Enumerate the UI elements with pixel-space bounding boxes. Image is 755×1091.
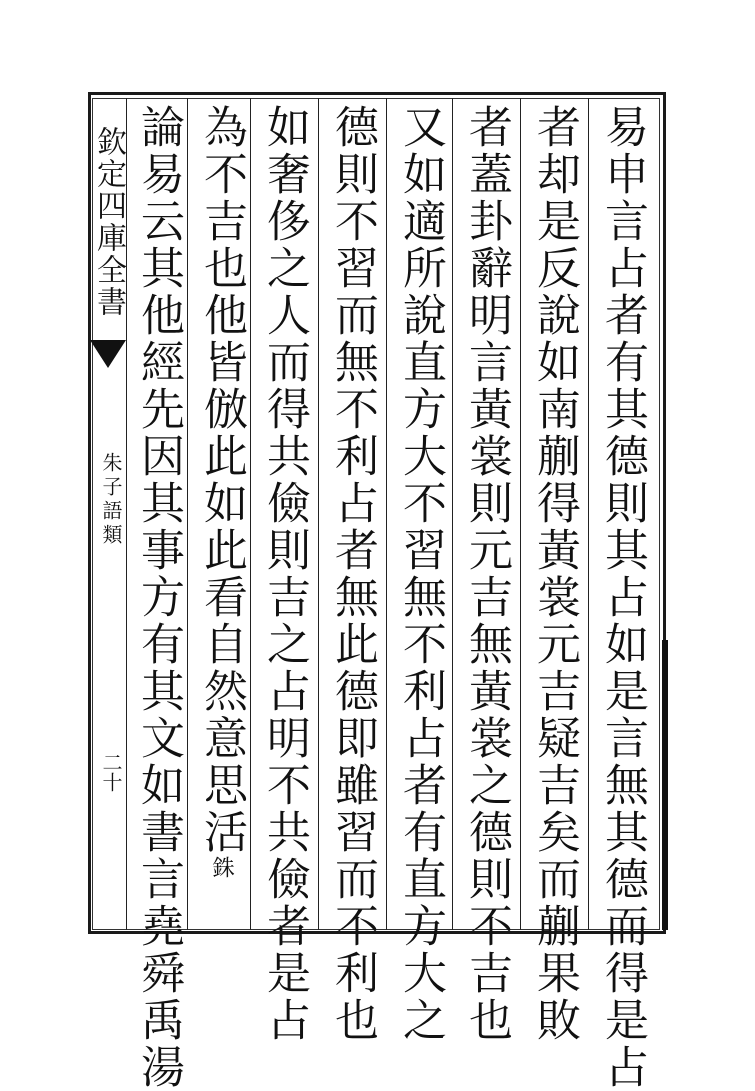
fish-tail-mark	[90, 340, 126, 368]
attribution-note: 銖	[209, 856, 234, 878]
column-rule	[250, 98, 251, 930]
column-rule	[588, 98, 589, 930]
text-column-6: 如奢侈之人而得共儉則吉之占明不共儉者是占	[259, 104, 310, 1044]
text-column-4: 又如適所說直方大不習無不利占者有直方大之	[395, 104, 446, 1044]
page-edge-shadow	[662, 640, 668, 930]
text-column-8: 論易云其他經先因其事方有其文如書言堯舜禹湯	[133, 104, 184, 1091]
text-column-7	[195, 104, 247, 878]
text-column-5: 德則不習而無不利占者無此德即雖習而不利也	[327, 104, 378, 1044]
column-rule	[386, 98, 387, 930]
margin-collection-title: 欽定四庫全書	[90, 104, 127, 340]
column-rule	[520, 98, 521, 930]
column-rule	[187, 98, 188, 930]
column-rule	[126, 98, 127, 930]
text-column-2: 者却是反說如南蒯得黃裳元吉疑吉矣而蒯果敗	[529, 104, 580, 1044]
margin-folio-number: 二十	[99, 752, 123, 792]
column-7-main: 為不吉也他皆倣此如此看自然意思活	[196, 104, 247, 856]
text-column-3: 者蓋卦辭明言黃裳則元吉無黃裳之德則不吉也	[461, 104, 512, 1044]
text-column-1: 易申言占者有其德則其占如是言無其德而得是占	[597, 104, 648, 1091]
column-rule	[452, 98, 453, 930]
column-rule	[318, 98, 319, 930]
margin-book-title: 朱子語類	[99, 452, 123, 548]
